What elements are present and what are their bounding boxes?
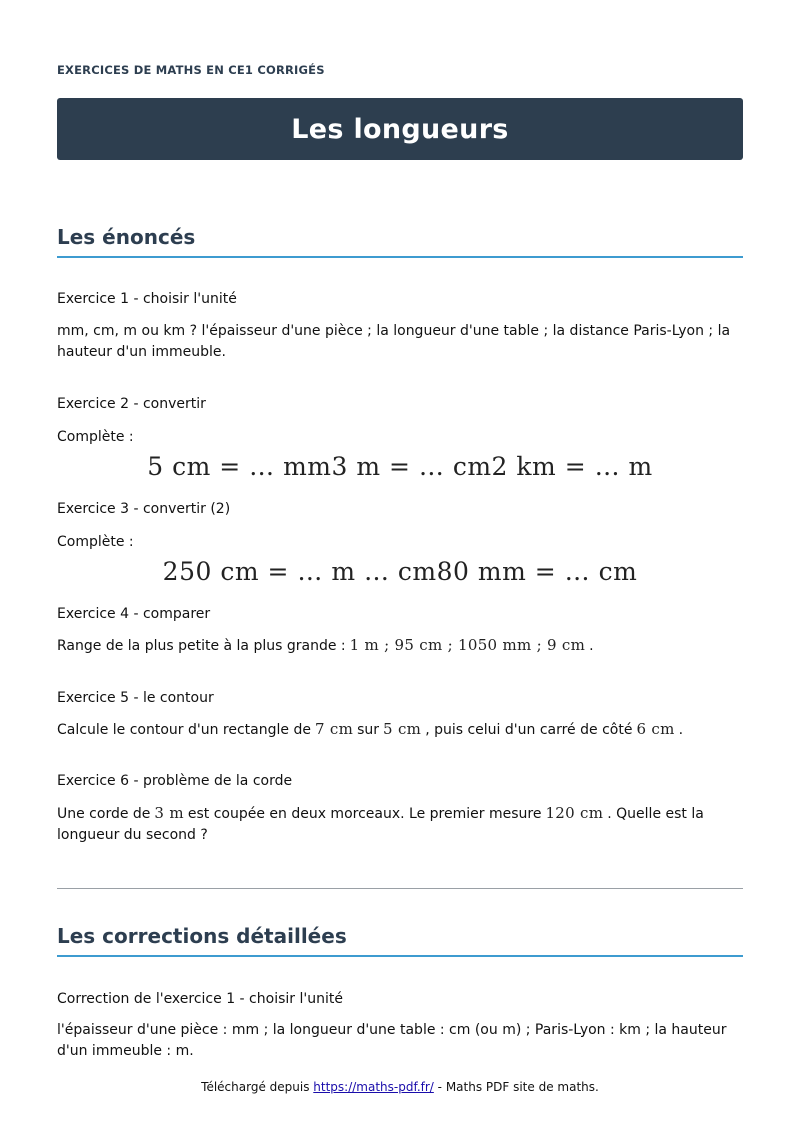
exercise-5-text-1: Calcule le contour d'un rectangle de [57, 722, 311, 738]
exercise-1-title: Exercice 1 - choisir l'unité [57, 291, 237, 307]
exercise-3-formula: 250 cm = … m … cm80 mm = … cm [162, 557, 638, 586]
exercise-2-formula: 5 cm = … mm3 m = … cm2 km = … m [147, 452, 653, 481]
exercise-6-rope-length: 3 m [154, 804, 184, 822]
exercise-1-text: mm, cm, m ou km ? l'épaisseur d'une pièce ; la longueur d'une table ; la distance Paris-Lyon ; la hauteur d'un immeuble. [57, 323, 731, 360]
exercise-2-title: Exercice 2 - convertir [57, 396, 206, 412]
exercise-5-width: 5 cm [383, 720, 422, 738]
exercise-6-text-2: est coupée en deux morceaux. Le premier mesure [187, 806, 542, 822]
exercise-4-title: Exercice 4 - comparer [57, 606, 211, 622]
exercise-6-first-piece: 120 cm [545, 804, 604, 822]
section-heading-corrections: Les corrections détaillées [57, 924, 743, 957]
section-divider [57, 888, 743, 889]
exercise-4-text-after: . [589, 638, 594, 654]
title-banner [57, 98, 743, 160]
exercise-5-title: Exercice 5 - le contour [57, 690, 214, 706]
exercise-2-text: Complète : [57, 429, 134, 445]
exercise-3-text: Complète : [57, 534, 134, 550]
exercise-6-text-3: . Quelle est la longueur du second ? [57, 806, 704, 843]
correction-1-title: Correction de l'exercice 1 - choisir l'unité [57, 991, 343, 1007]
exercise-6-text-1: Une corde de [57, 806, 151, 822]
footer-prefix: Téléchargé depuis [201, 1080, 310, 1094]
section-heading-enonces: Les énoncés [57, 225, 743, 258]
exercise-5-text-2: sur [357, 722, 380, 738]
exercise-6-text [57, 803, 743, 846]
footer-link[interactable]: https://maths-pdf.fr/ [313, 1080, 434, 1094]
exercise-4-text-before: Range de la plus petite à la plus grande : [57, 638, 346, 654]
exercise-3-title: Exercice 3 - convertir (2) [57, 501, 231, 517]
exercise-5-side: 6 cm [636, 720, 675, 738]
correction-1-text: l'épaisseur d'une pièce : mm ; la longueur d'une table : cm (ou m) ; Paris-Lyon : km ; la hauteur d'un immeuble : m. [57, 1022, 727, 1059]
document-kicker: EXERCICES DE MATHS EN CE1 CORRIGÉS [57, 63, 325, 77]
exercise-6-title: Exercice 6 - problème de la corde [57, 773, 293, 789]
exercise-5-text-3: , puis celui d'un carré de côté [425, 722, 633, 738]
page-title: Les longueurs [291, 113, 509, 145]
exercise-5-text-4: . [678, 722, 684, 738]
exercise-4-formula: 1 m ; 95 cm ; 1050 mm ; 9 cm [349, 636, 586, 654]
footer-suffix: - Maths PDF site de maths. [437, 1080, 599, 1094]
page-footer [0, 1080, 800, 1094]
exercise-5-text [57, 719, 743, 741]
exercise-4-text [57, 635, 743, 657]
exercise-5-length: 7 cm [314, 720, 354, 738]
